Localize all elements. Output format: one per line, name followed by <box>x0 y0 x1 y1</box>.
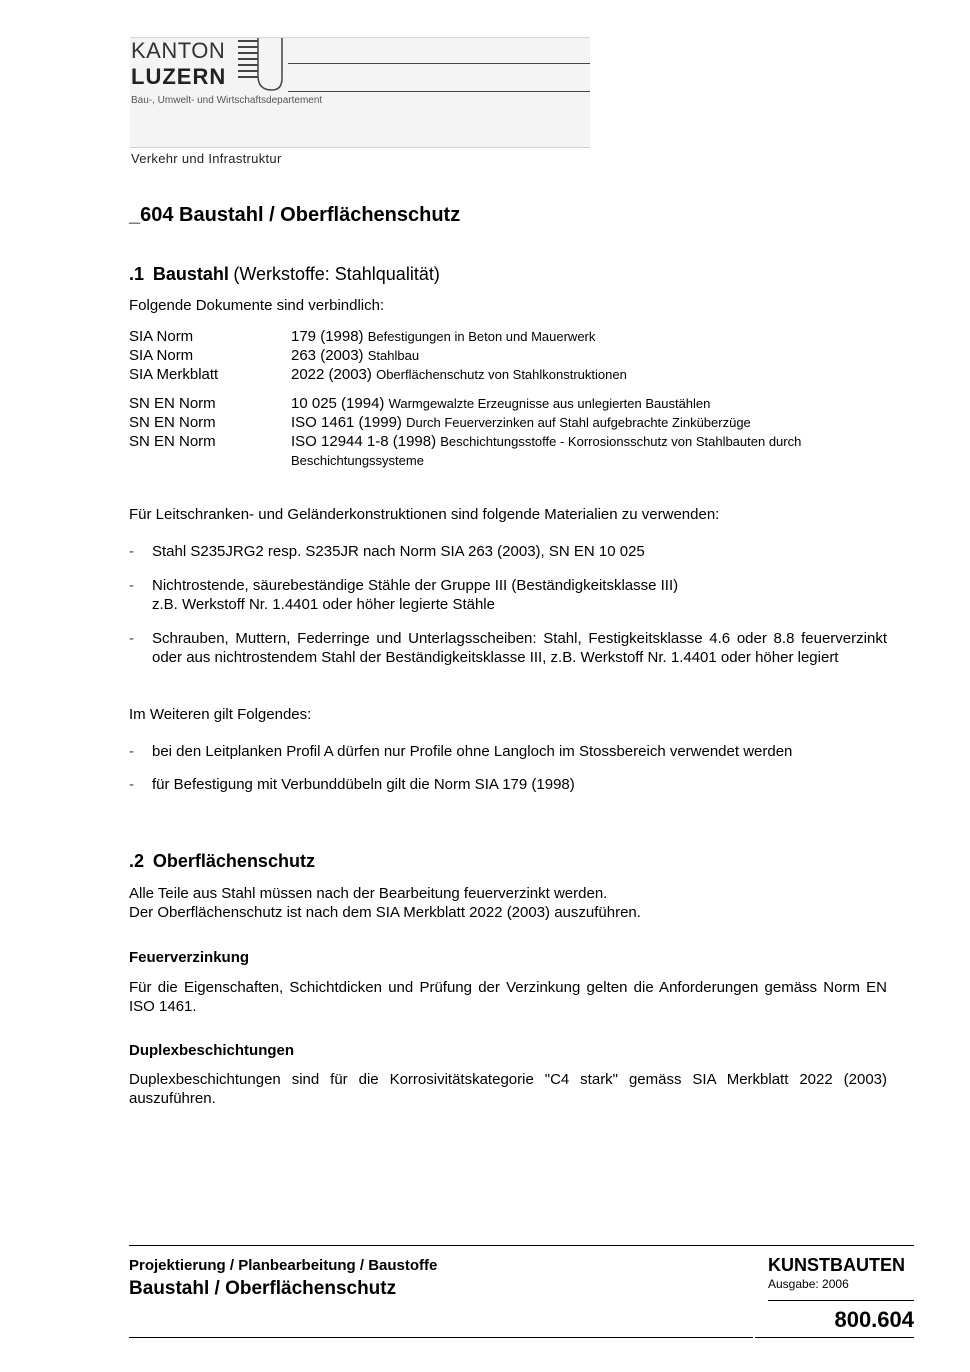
subsection-heading-feuerverzinkung: Feuerverzinkung <box>129 949 250 966</box>
list-item-text: Nichtrostende, säurebeständige Stähle der Gruppe III (Beständigkeitsklasse III) <box>152 577 679 594</box>
further-intro: Im Weiteren gilt Folgendes: <box>129 706 312 723</box>
list-item <box>129 542 887 561</box>
reference-row <box>129 365 891 384</box>
reference-code: 263 (2003) <box>291 347 364 364</box>
footer-document-number: 800.604 <box>834 1307 914 1332</box>
subsection-heading-duplex: Duplexbeschichtungen <box>129 1042 295 1059</box>
reference-type: SN EN Norm <box>129 395 216 412</box>
section-2-heading <box>129 851 315 872</box>
reference-row <box>129 394 891 413</box>
list-item-text: bei den Leitplanken Profil A dürfen nur Profile ohne Langloch im Stossbereich verwendet werden <box>152 743 793 760</box>
logo-rule-lower <box>288 91 590 92</box>
header-bottom-rule <box>130 147 590 148</box>
reference-type: SIA Merkblatt <box>129 366 219 383</box>
reference-code: 2022 (2003) <box>291 366 372 383</box>
reference-type: SN EN Norm <box>129 414 216 431</box>
reference-list-1 <box>129 327 891 384</box>
logo-luzern-text: LUZERN <box>131 64 227 89</box>
logo-rule-upper <box>288 63 590 64</box>
unit-name: Verkehr und Infrastruktur <box>131 151 282 166</box>
footer-rule-bottom-right <box>755 1337 914 1338</box>
list-dash: - <box>129 743 134 760</box>
footer-category: Projektierung / Planbearbeitung / Baustoffe <box>129 1257 438 1274</box>
page-title: _604 Baustahl / Oberflächenschutz <box>129 204 461 226</box>
list-dash: - <box>129 630 134 647</box>
reference-type: SIA Norm <box>129 328 194 345</box>
list-dash: - <box>129 543 134 560</box>
list-item <box>129 742 887 761</box>
section-1-intro: Folgende Dokumente sind verbindlich: <box>129 297 385 314</box>
reference-code: 10 025 (1994) <box>291 395 385 412</box>
reference-type: SIA Norm <box>129 347 194 364</box>
materials-intro: Für Leitschranken- und Geländerkonstruktionen sind folgende Materialien zu verwenden: <box>129 506 720 523</box>
section-2-title: Oberflächenschutz <box>152 851 315 871</box>
section-2-line-1: Alle Teile aus Stahl müssen nach der Bearbeitung feuerverzinkt werden. <box>129 885 608 902</box>
reference-desc: Stahlbau <box>367 348 420 363</box>
reference-code: ISO 1461 (1999) <box>291 414 402 431</box>
section-2-number: .2 <box>129 851 145 871</box>
reference-desc: Beschichtungsstoffe - Korrosionsschutz von Stahlbauten durch Beschichtungssysteme <box>291 434 802 468</box>
footer-rule-top <box>129 1245 914 1246</box>
section-1-subtitle: (Werkstoffe: Stahlqualität) <box>233 264 440 284</box>
list-item-text: Schrauben, Muttern, Federringe und Unterlagsscheiben: Stahl, Festigkeitsklasse 4.6 oder 8.8 feuerverzinkt oder aus nichtrostendem Stahl der Beständigkeitsklasse III, z.B. Werkstoff Nr. 1.4401 oder höher legiert <box>152 630 887 666</box>
reference-row <box>129 346 891 365</box>
reference-desc: Durch Feuerverzinken auf Stahl aufgebrachte Zinküberzüge <box>406 415 751 430</box>
section-1-number: .1 <box>129 264 145 284</box>
list-item-text: z.B. Werkstoff Nr. 1.4401 oder höher legierte Stähle <box>152 596 495 613</box>
coat-of-arms-icon <box>238 40 258 82</box>
list-item-text: für Befestigung mit Verbunddübeln gilt die Norm SIA 179 (1998) <box>152 776 575 793</box>
section-1-heading <box>129 264 440 285</box>
reference-code: 179 (1998) <box>291 328 364 345</box>
footer-rule-right <box>768 1300 914 1301</box>
list-dash: - <box>129 776 134 793</box>
reference-row <box>129 327 891 346</box>
shield-outline-icon <box>256 38 288 92</box>
list-item <box>129 629 887 667</box>
reference-row <box>129 432 891 470</box>
footer-section: KUNSTBAUTEN <box>768 1255 905 1275</box>
list-item <box>129 576 887 614</box>
reference-list-2 <box>129 394 891 470</box>
section-1-title: Baustahl <box>152 264 229 284</box>
list-dash: - <box>129 577 134 594</box>
list-item-text: Stahl S235JRG2 resp. S235JR nach Norm SIA 263 (2003), SN EN 10 025 <box>152 543 645 560</box>
list-item <box>129 775 887 794</box>
subsection-text-feuerverzinkung: Für die Eigenschaften, Schichtdicken und Prüfung der Verzinkung gelten die Anforderungen gemäss Norm EN ISO 1461. <box>129 979 887 1015</box>
section-2-line-2: Der Oberflächenschutz ist nach dem SIA Merkblatt 2022 (2003) auszuführen. <box>129 904 641 921</box>
reference-desc: Oberflächenschutz von Stahlkonstruktionen <box>376 367 627 382</box>
reference-row <box>129 413 891 432</box>
logo-kanton-text: KANTON <box>131 38 226 63</box>
footer-rule-bottom <box>129 1337 753 1338</box>
department-name: Bau-, Umwelt- und Wirtschaftsdepartement <box>131 95 323 106</box>
reference-code: ISO 12944 1-8 (1998) <box>291 433 437 450</box>
footer-title: Baustahl / Oberflächenschutz <box>129 1278 397 1299</box>
subsection-text-duplex: Duplexbeschichtungen sind für die Korrosivitätskategorie "C4 stark" gemäss SIA Merkblatt 2022 (2003) auszuführen. <box>129 1071 887 1107</box>
footer-edition: Ausgabe: 2006 <box>768 1277 849 1291</box>
reference-desc: Befestigungen in Beton und Mauerwerk <box>367 329 596 344</box>
reference-desc: Warmgewalzte Erzeugnisse aus unlegierten Baustählen <box>388 396 711 411</box>
reference-type: SN EN Norm <box>129 433 216 450</box>
